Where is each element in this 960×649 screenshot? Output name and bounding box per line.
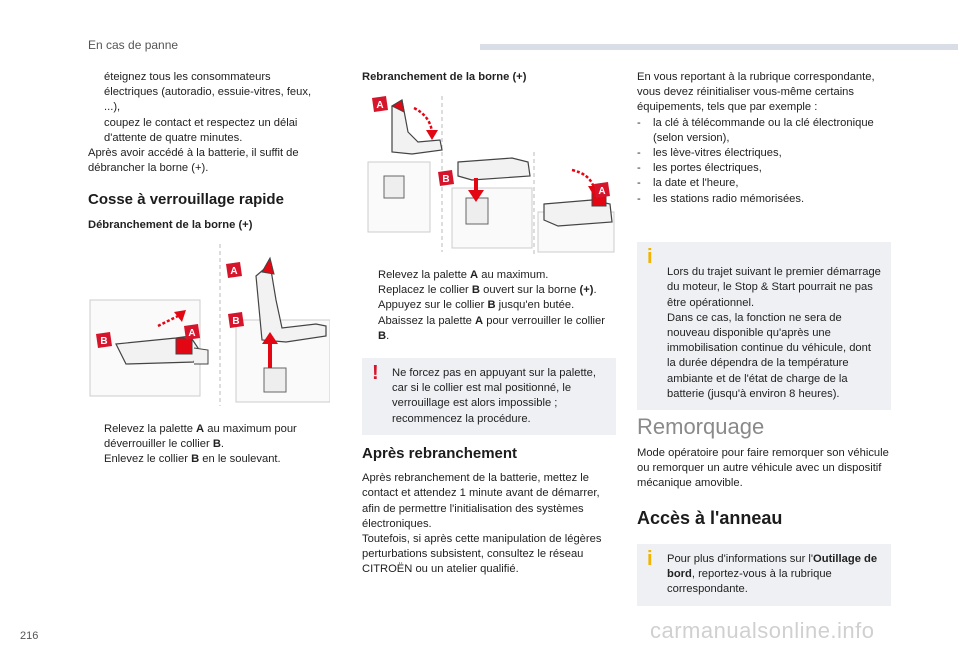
column-2-after	[362, 446, 614, 578]
arrow-curve-1	[414, 108, 438, 140]
step-text: Replacez le collier	[378, 284, 472, 297]
list-item	[362, 268, 614, 283]
step-text: au maximum pour déverrouiller le collier	[104, 423, 297, 451]
step-bold: B	[487, 299, 496, 312]
step-bold: B	[471, 284, 480, 297]
info-box-stop-start	[637, 242, 891, 410]
list-item	[88, 422, 324, 452]
step-text: jusqu'en butée.	[495, 299, 575, 312]
callout-b	[96, 332, 112, 348]
step-bold: A	[475, 314, 484, 327]
step-text: Relevez la palette	[378, 269, 471, 281]
callout-a	[226, 262, 242, 278]
section-heading: Cosse à verrouillage rapide	[88, 191, 284, 209]
list-item	[637, 116, 889, 146]
label-b2: B	[232, 316, 240, 327]
info-text: , reportez-vous à la rubrique correspondante.	[667, 568, 832, 596]
header-section: En cas de panne	[88, 38, 179, 52]
info-text: Pour plus d'informations sur l'	[667, 553, 814, 565]
list-item	[362, 314, 614, 344]
step-text: Abaissez la palette	[378, 314, 476, 327]
section-heading: Après rebranchement	[362, 445, 518, 462]
step-bold: A	[196, 423, 205, 435]
watermark: carmanualsonline.info	[650, 618, 875, 643]
heading-remorquage: Remorquage	[637, 414, 765, 439]
list-item	[88, 452, 324, 467]
list-item	[637, 192, 889, 207]
page-number: 216	[20, 630, 39, 642]
callout-a3	[594, 182, 610, 198]
info-text: Lors du trajet suivant le premier démarrage du moteur, le Stop & Start pourrait ne pas être opérationnel. Dans ce cas, la fonction ne sera de nouveau disponible qu'après une immobilisation continue du véhicule, dont la durée dépendra de la température ambiante et de l'état de charge de la batterie (jusqu'à environ 8 heures).	[667, 266, 881, 400]
step-bold: A	[470, 269, 479, 281]
subheading: Rebranchement de la borne (+)	[362, 71, 527, 83]
list-item	[637, 161, 889, 176]
list-item	[637, 146, 889, 161]
step-bold: (+)	[579, 284, 594, 297]
callout-b2	[228, 312, 244, 328]
list-item	[362, 283, 614, 298]
step-text: au maximum.	[478, 269, 549, 281]
heading-acces-anneau: Accès à l'anneau	[637, 508, 783, 528]
paragraph: Après avoir accédé à la batterie, il suffit de débrancher la borne (+).	[88, 147, 299, 175]
callout-a	[372, 96, 388, 112]
callout-b	[438, 170, 454, 186]
step-text: .	[593, 284, 597, 297]
paragraph: Après rebranchement de la batterie, mettez le contact et attendez 1 minute avant de démarrer, afin de permettre l'initialisation des systèmes électroniques. Toutefois, si après cette manipulation de légères perturbations subsistent, consultez le réseau CITROËN ou un atelier qualifié.	[362, 472, 602, 576]
paragraph: En vous reportant à la rubrique correspondante, vous devez réinitialiser vous-même certains équipements, tels que par exemple :	[637, 71, 875, 114]
label-b: B	[442, 174, 450, 185]
list-item-text: les portes électriques,	[653, 162, 762, 175]
figure-disconnect	[86, 240, 330, 410]
list-item-text: la date et l'heure,	[653, 177, 739, 190]
label-a: A	[376, 100, 384, 111]
step-text: ouvert sur la borne	[480, 284, 580, 297]
list-item	[362, 298, 614, 313]
step-bold: B	[212, 438, 221, 451]
figure-reconnect	[362, 92, 616, 256]
step-text: pour verrouiller le collier	[483, 314, 605, 327]
step-text: Appuyez sur le collier	[378, 299, 488, 312]
label-b: B	[100, 336, 108, 347]
list-item	[637, 176, 889, 191]
dash-bullet: -	[637, 162, 641, 175]
paragraph: Mode opératoire pour faire remorquer son véhicule ou remorquer un autre véhicule avec un dispositif mécanique amovible.	[637, 447, 889, 490]
dash-bullet: -	[637, 147, 641, 160]
column-1	[88, 70, 324, 233]
list-item-text: éteignez tous les consommateurs électriques (autoradio, essuie-vitres, feux, ...),	[104, 71, 312, 114]
label-a2: A	[188, 328, 196, 339]
callout-a2	[184, 324, 200, 340]
battery-2	[452, 188, 532, 248]
dash-bullet: -	[637, 177, 641, 190]
step-text: .	[386, 329, 390, 342]
step-text: Relevez la palette	[104, 423, 197, 435]
list-item-text: les lève-vitres électriques,	[653, 147, 782, 160]
column-2-steps	[362, 268, 614, 344]
warning-text: Ne forcez pas en appuyant sur la palette, car si le collier est mal positionné, le verrouillage est alors impossible ; recommencez la procédure.	[392, 367, 596, 425]
list-item	[88, 70, 324, 116]
subheading: Débranchement de la borne (+)	[88, 218, 253, 231]
step-bold: B	[378, 329, 387, 342]
column-1-steps	[88, 422, 324, 468]
dash-bullet: -	[637, 192, 641, 205]
step-bold: B	[191, 453, 200, 466]
label-a: A	[230, 266, 238, 277]
list-item-text: les stations radio mémorisées.	[653, 192, 805, 205]
column-3-para	[637, 446, 889, 492]
info-box-outillage	[637, 544, 891, 606]
list-item-text: la clé à télécommande ou la clé électronique (selon version),	[653, 116, 874, 144]
info-bold: Outillage de bord	[667, 553, 878, 581]
dash-bullet: -	[637, 116, 641, 129]
column-3	[637, 70, 889, 207]
step-text: .	[220, 438, 225, 451]
label-a3: A	[598, 186, 606, 197]
step-text: Enlevez le collier	[104, 453, 192, 466]
list-item-text: coupez le contact et respectez un délai d'attente de quatre minutes.	[104, 116, 298, 144]
header-bar	[480, 44, 958, 50]
column-2-head	[362, 70, 612, 85]
info-icon: i	[647, 548, 653, 570]
list-item	[88, 116, 324, 146]
warning-icon: !	[372, 362, 379, 384]
step-text: en le soulevant.	[199, 453, 281, 466]
info-icon: i	[647, 246, 653, 268]
warning-box	[362, 358, 616, 435]
